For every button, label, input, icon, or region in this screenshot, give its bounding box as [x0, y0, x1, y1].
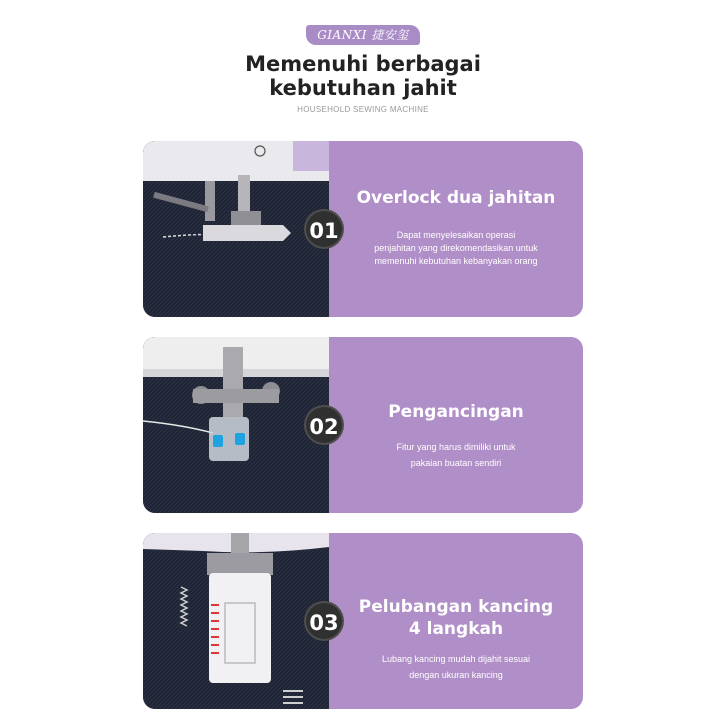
feature-number-badge: 02 [304, 405, 344, 445]
feature-card-buttonhole [143, 533, 583, 709]
feature-number-badge: 01 [304, 209, 344, 249]
feature-panel [329, 141, 583, 317]
feature-panel [329, 337, 583, 513]
feature-photo-buttonsew [143, 337, 329, 513]
page-subtitle: HOUSEHOLD SEWING MACHINE [297, 105, 429, 114]
title-line: Pelubangan kancing [358, 597, 554, 617]
feature-number-badge: 03 [304, 601, 344, 641]
feature-card-overlock [143, 141, 583, 317]
feature-description [329, 229, 583, 268]
desc-line: Fitur yang harus dimiliki untuk [396, 442, 516, 452]
desc-line: Dapat menyelesaikan operasi [396, 230, 516, 240]
feature-photo-buttonhole [143, 533, 329, 709]
feature-description [329, 653, 583, 682]
feature-panel [329, 533, 583, 709]
brand-logo: GIANXI 捷安玺 [306, 25, 420, 45]
feature-photo-overlock [143, 141, 329, 317]
feature-title: Pengancingan [388, 402, 524, 422]
title-line: 4 langkah [408, 619, 504, 639]
title-line-1: Memenuhi berbagai [245, 52, 481, 76]
feature-title: Overlock dua jahitan [356, 188, 556, 208]
feature-title [329, 596, 583, 640]
desc-line: memenuhi kebutuhan kebanyakan orang [374, 256, 538, 266]
feature-card-buttonsew [143, 337, 583, 513]
desc-line: dengan ukuran kancing [409, 670, 503, 680]
feature-description [329, 441, 583, 470]
desc-line: Lubang kancing mudah dijahit sesuai [381, 654, 531, 664]
desc-line: pakaian buatan sendiri [410, 458, 502, 468]
title-line-2: kebutuhan jahit [269, 76, 457, 100]
page-title [0, 52, 726, 100]
desc-line: penjahitan yang direkomendasikan untuk [374, 243, 538, 253]
